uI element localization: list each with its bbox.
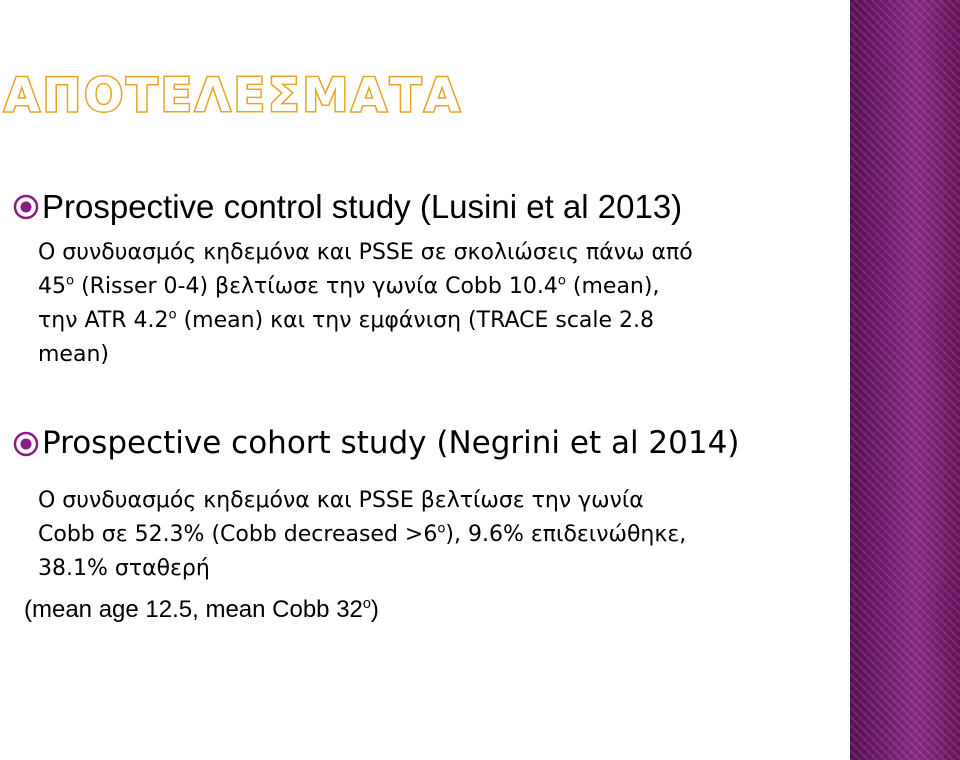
body-line <box>38 338 693 372</box>
degree-sup: o <box>168 307 177 323</box>
text-run: Ο συνδυασμός κηδεμόνα και PSSE βελτίωσε την γωνία <box>38 488 644 513</box>
degree-sup: o <box>66 273 75 289</box>
text-run: ) <box>370 596 379 623</box>
text-run: (mean age 12.5, mean Cobb 32 <box>24 596 363 623</box>
text-run: την ATR 4.2 <box>38 308 169 333</box>
body-line <box>38 518 686 552</box>
text-run: mean) <box>38 342 109 367</box>
degree-sup: o <box>362 596 371 612</box>
circle-bullet-icon <box>12 430 40 458</box>
text-run: 45 <box>38 274 66 299</box>
bullet-heading: Prospective cohort study (Negrini et al 2014) <box>42 425 740 461</box>
circle-bullet-icon <box>12 193 40 221</box>
decorative-sidebar <box>850 0 960 760</box>
text-run: (mean) και την εμφάνιση (TRACE scale 2.8 <box>176 308 655 333</box>
bullet-body-1 <box>38 236 693 372</box>
text-run: (mean), <box>565 274 660 299</box>
text-run: Cobb σε 52.3% (Cobb decreased >6 <box>38 522 438 547</box>
bullet-item-1 <box>12 190 682 223</box>
text-run: Ο συνδυασμός κηδεμόνα και PSSE σε σκολιώσεις πάνω από <box>38 240 693 265</box>
body-line <box>38 304 693 338</box>
degree-sup: o <box>437 521 446 537</box>
bullet-heading: Prospective control study (Lusini et al 2013) <box>42 188 683 225</box>
degree-sup: o <box>557 273 566 289</box>
body-line <box>38 484 686 518</box>
text-run: (Risser 0-4) βελτίωσε την γωνία Cobb 10.4 <box>74 274 558 299</box>
bullet-item-2 <box>12 425 740 461</box>
body-line <box>38 552 686 586</box>
page-title: ΑΠΟΤΕΛΕΣΜΑΤΑ <box>4 68 463 122</box>
text-run: ), 9.6% επιδεινώθηκε, <box>445 522 687 547</box>
footnote <box>24 596 379 624</box>
bullet-body-2 <box>38 484 686 586</box>
text-run: 38.1% σταθερή <box>38 556 210 581</box>
body-line <box>38 270 693 304</box>
body-line <box>38 236 693 270</box>
